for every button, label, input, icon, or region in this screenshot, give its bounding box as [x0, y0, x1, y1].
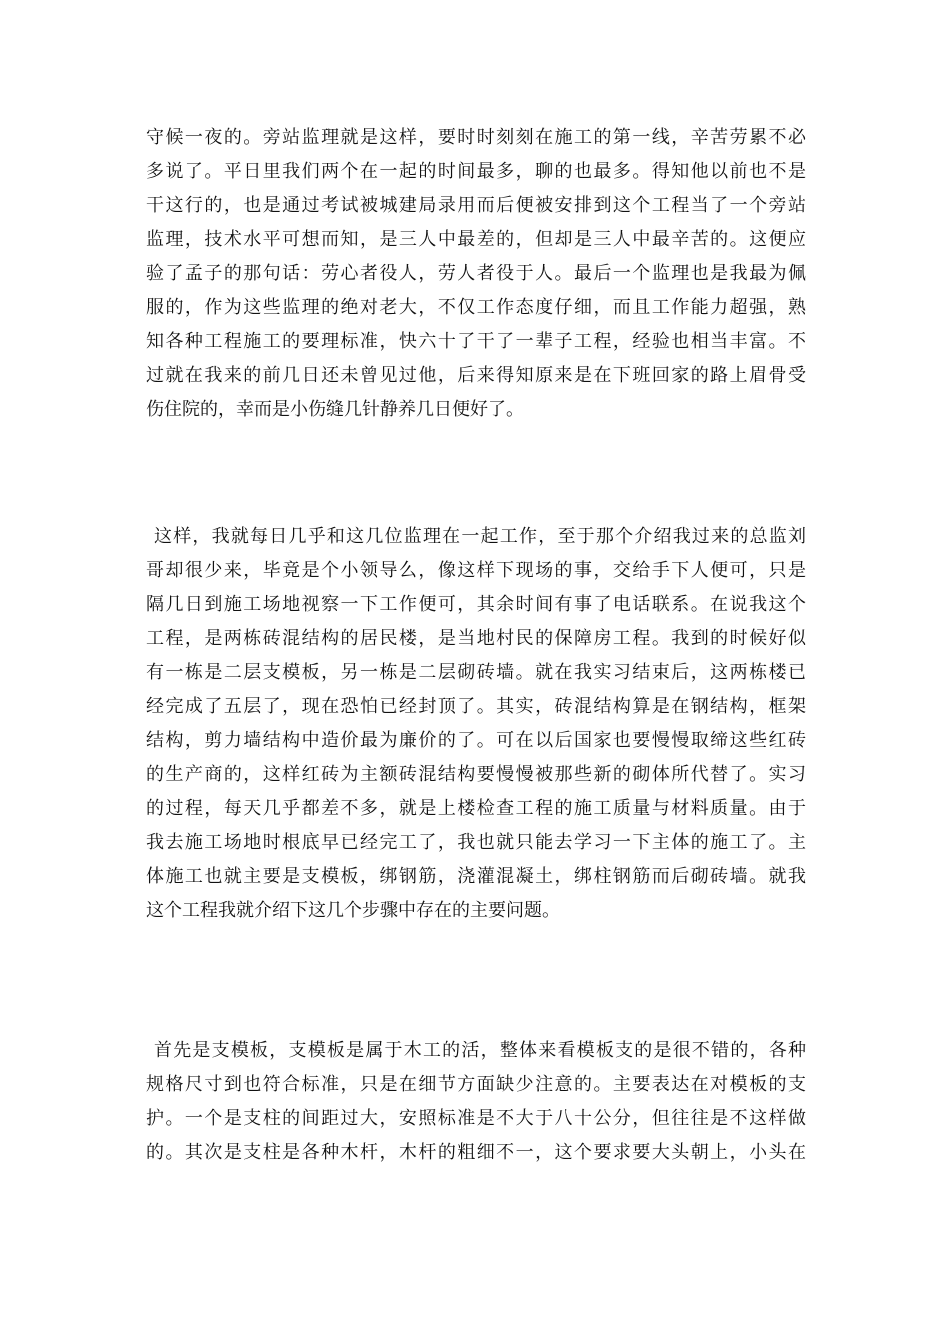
paragraph-line: 工程，是两栋砖混结构的居民楼，是当地村民的保障房工程。我到的时候好似 [146, 628, 806, 649]
paragraph-line: 护。一个是支柱的间距过大，安照标准是不大于八十公分，但往往是不这样做 [146, 1108, 806, 1129]
paragraph-2 [146, 520, 806, 928]
paragraph-line: 守候一夜的。旁站监理就是这样，要时时刻刻在施工的第一线，辛苦劳累不必 [146, 127, 806, 148]
paragraph-line: 规格尺寸到也符合标准，只是在细节方面缺少注意的。主要表达在对模板的支 [146, 1074, 806, 1095]
paragraph-line: 体施工也就主要是支模板，绑钢筋，浇灌混凝土，绑柱钢筋而后砌砖墙。就我 [146, 866, 806, 887]
paragraph-line: 隔几日到施工场地视察一下工作便可，其余时间有事了电话联系。在说我这个 [146, 594, 806, 615]
paragraph-line: 的。其次是支柱是各种木杆，木杆的粗细不一，这个要求要大头朝上，小头在 [146, 1142, 806, 1163]
paragraph-line: 这个工程我就介绍下这几个步骤中存在的主要问题。 [146, 900, 560, 921]
paragraph-line: 首先是支模板，支模板是属于木工的活，整体来看模板支的是很不错的，各种 [154, 1040, 806, 1061]
paragraph-line: 多说了。平日里我们两个在一起的时间最多，聊的也最多。得知他以前也不是 [146, 161, 806, 182]
paragraph-line: 哥却很少来，毕竟是个小领导么，像这样下现场的事，交给手下人便可，只是 [146, 560, 806, 581]
paragraph-line: 过就在我来的前几日还未曾见过他，后来得知原来是在下班回家的路上眉骨受 [146, 365, 806, 386]
paragraph-line: 干这行的，也是通过考试被城建局录用而后便被安排到这个工程当了一个旁站 [146, 195, 806, 216]
paragraph-line: 的过程，每天几乎都差不多，就是上楼检查工程的施工质量与材料质量。由于 [146, 798, 806, 819]
paragraph-line: 这样，我就每日几乎和这几位监理在一起工作，至于那个介绍我过来的总监刘 [154, 526, 806, 547]
paragraph-line: 经完成了五层了，现在恐怕已经封顶了。其实，砖混结构算是在钢结构，框架 [146, 696, 806, 717]
paragraph-line: 的生产商的，这样红砖为主额砖混结构要慢慢被那些新的砌体所代替了。实习 [146, 764, 806, 785]
paragraph-line: 我去施工场地时根底早已经完工了，我也就只能去学习一下主体的施工了。主 [146, 832, 806, 853]
paragraph-line: 服的，作为这些监理的绝对老大，不仅工作态度仔细，而且工作能力超强，熟 [146, 297, 806, 318]
paragraph-1 [146, 121, 806, 427]
paragraph-3 [146, 1034, 806, 1170]
paragraph-line: 知各种工程施工的要理标准，快六十了干了一辈子工程，经验也相当丰富。不 [146, 331, 806, 352]
paragraph-line: 监理，技术水平可想而知，是三人中最差的，但却是三人中最辛苦的。这便应 [146, 229, 806, 250]
paragraph-line: 有一栋是二层支模板，另一栋是二层砌砖墙。就在我实习结束后，这两栋楼已 [146, 662, 806, 683]
paragraph-line: 伤住院的，幸而是小伤缝几针静养几日便好了。 [146, 399, 524, 420]
paragraph-line: 验了孟子的那句话：劳心者役人，劳人者役于人。最后一个监理也是我最为佩 [146, 263, 806, 284]
paragraph-line: 结构，剪力墙结构中造价最为廉价的了。可在以后国家也要慢慢取缔这些红砖 [146, 730, 806, 751]
